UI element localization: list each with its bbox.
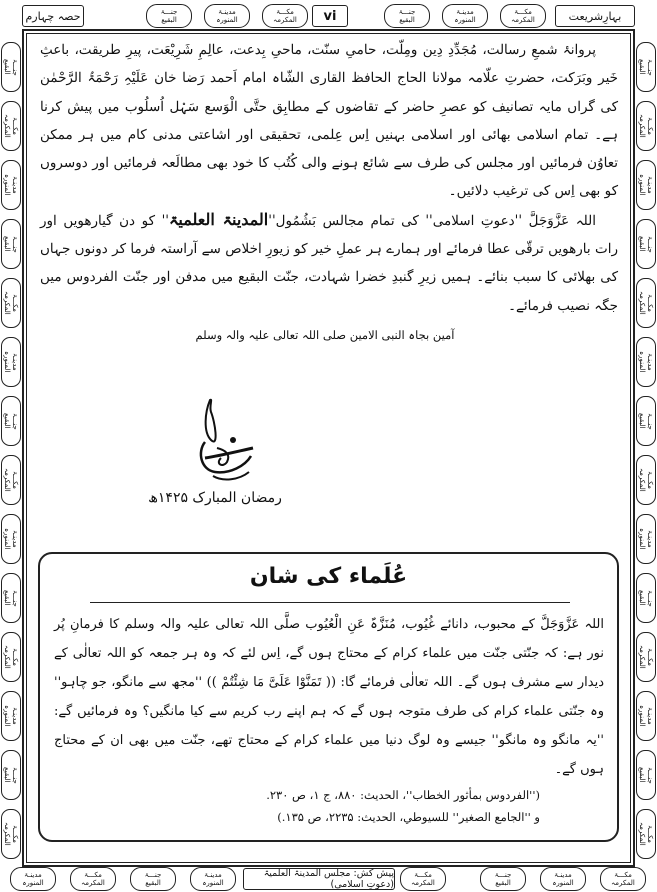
ornament-label: المکرمہ [638, 114, 646, 138]
ornament-label: جنـــۃ [11, 58, 19, 76]
ornament-label: جنـــۃ [144, 871, 162, 879]
ornament-label: البقیع [3, 590, 11, 606]
side-ornament-plate [1, 101, 21, 151]
ornament-label: المکرمہ [638, 822, 646, 846]
ornament-label: المنورہ [202, 879, 224, 887]
volume-label: حصہ چہارم [22, 5, 84, 27]
ornament-label: المکرمہ [638, 291, 646, 315]
ornament-label: مدینـۃ [456, 8, 474, 16]
ornament-label: جنـــۃ [11, 412, 19, 430]
side-ornament-plate [1, 455, 21, 505]
ornament-label: جنـــۃ [646, 589, 654, 607]
side-ornament-plate [1, 160, 21, 210]
side-ornament-plate [1, 809, 21, 859]
ornament-label: المکرمہ [3, 822, 11, 846]
ornament-label: مدینـۃ [11, 353, 19, 371]
side-ornament-plate [636, 160, 656, 210]
ornament-label: المکرمہ [3, 114, 11, 138]
ornament-label: المنورہ [454, 16, 476, 24]
side-ornament-plate [1, 573, 21, 623]
publisher-label: پیش کش: مجلس المدینۃ العلمیۃ (دعوتِ اسلامی) [243, 868, 395, 890]
ornament-label: مدینـۃ [646, 176, 654, 194]
ornament-label: المنورہ [3, 174, 11, 196]
side-ornament-plate [636, 809, 656, 859]
ornament-label: جنـــۃ [398, 8, 416, 16]
footer-ornament-plate [10, 867, 56, 891]
side-ornament-plate [1, 632, 21, 682]
dua-text-end: '' کو دن گیارھویں اور رات بارھویں ترقّی عطا فرمائے اور ہمارے ہر عملِ خیر کو زیورِ اخلاص سے آراستہ فرما کر دونوں جہاں کی بھلائی کا سبب بنائے۔ ہمیں زیرِ گنبدِ خضرا شہادت، جنّت البقیع میں مدفن اور جنّت الفردوس میں جگہ نصیب فرمائے۔ [40, 212, 618, 314]
ornament-label: مکـــۃ [514, 8, 532, 16]
ornament-label: البقیع [3, 59, 11, 75]
signature-image [175, 392, 265, 492]
dua-text-start: اللہ عَزَّوَجَلَّ ''دعوتِ اسلامی'' کی تمام مجالس بَشُمُول'' [268, 212, 597, 229]
ornament-label: المکرمہ [638, 468, 646, 492]
footer-ornament-plate [600, 867, 646, 891]
ornament-label: المنورہ [3, 705, 11, 727]
side-ornament-plate [1, 691, 21, 741]
ornament-label: البقیع [638, 590, 646, 606]
ornament-label: مکـــۃ [11, 648, 19, 666]
ornament-label: مکـــۃ [646, 648, 654, 666]
references [200, 784, 540, 828]
header-ornament-plate [204, 4, 250, 28]
side-ornament-plate [1, 42, 21, 92]
ornament-label: جنـــۃ [646, 766, 654, 784]
title-divider [90, 602, 570, 603]
ornament-label: مدینـۃ [204, 871, 222, 879]
ornament-label: مدینـۃ [11, 530, 19, 548]
side-ornament-plate [636, 750, 656, 800]
ornament-label: مدینـۃ [646, 530, 654, 548]
side-ornament-plate [636, 219, 656, 269]
ornament-label: المکرمہ [273, 16, 297, 24]
ornament-label: مکـــۃ [646, 294, 654, 312]
side-ornament-plate [636, 396, 656, 446]
side-ornament-plate [636, 42, 656, 92]
ornament-label: مدینـۃ [24, 871, 42, 879]
ornament-label: مدینـۃ [218, 8, 236, 16]
ornament-label: المنورہ [22, 879, 44, 887]
header-ornament-plate [500, 4, 546, 28]
ornament-label: المنورہ [638, 351, 646, 373]
ornament-label: المکرمہ [411, 879, 435, 887]
footer-ornament-plate [130, 867, 176, 891]
ornament-label: المنورہ [216, 16, 238, 24]
ornament-label: المنورہ [638, 705, 646, 727]
ornament-label: المنورہ [638, 528, 646, 550]
ornament-label: مدینـۃ [646, 353, 654, 371]
ornament-label: المنورہ [3, 528, 11, 550]
ornament-label: جنـــۃ [646, 235, 654, 253]
side-ornament-plate [1, 219, 21, 269]
ornament-label: المنورہ [3, 351, 11, 373]
box-title: عُلَماء کی شان [249, 564, 408, 589]
side-ornament-plate [636, 278, 656, 328]
footer-ornament-plate [70, 867, 116, 891]
ornament-label: المکرمہ [3, 468, 11, 492]
footer-ornament-plate [540, 867, 586, 891]
header-ornament-plate [442, 4, 488, 28]
side-ornament-plate [1, 396, 21, 446]
ornament-label: مکـــۃ [11, 471, 19, 489]
ornament-label: مکـــۃ [84, 871, 102, 879]
ornament-label: البقیع [3, 236, 11, 252]
ornament-label: المنورہ [638, 174, 646, 196]
ornament-label: البقیع [145, 879, 161, 887]
ornament-label: المکرمہ [638, 645, 646, 669]
ornament-label: البقیع [161, 16, 177, 24]
signature-date: رمضان المبارک ۱۴۲۵ھ [148, 490, 282, 506]
ornament-label: مدینـۃ [646, 707, 654, 725]
ornament-label: جنـــۃ [646, 412, 654, 430]
reference-1: (''الفردوس بمأثور الخطاب''، الحدیث: ۸۸۰، ج ۱، ص ۲۳۰. [266, 788, 540, 802]
ornament-label: المنورہ [552, 879, 574, 887]
ornament-label: جنـــۃ [11, 235, 19, 253]
footer-ornament-plate [480, 867, 526, 891]
ornament-label: المکرمہ [3, 645, 11, 669]
ornament-label: البقیع [399, 16, 415, 24]
main-text [40, 36, 618, 320]
ornament-label: مکـــۃ [614, 871, 632, 879]
footer-ornament-plate [400, 867, 446, 891]
side-ornament-plate [636, 632, 656, 682]
header-ornament-plate [146, 4, 192, 28]
ornament-label: البقیع [3, 413, 11, 429]
ornament-label: مدینـۃ [554, 871, 572, 879]
ornament-label: مکـــۃ [646, 117, 654, 135]
ornament-label: البقیع [638, 236, 646, 252]
ameen-line: آمین بجاہ النبی الامین صلی اللہ تعالی علیہ والہ وسلم [195, 328, 455, 342]
ornament-label: جنـــۃ [494, 871, 512, 879]
box-body [54, 610, 604, 784]
reference-2: و ''الجامع الصغیر'' للسیوطي، الحدیث: ۲۲۳۵، ص ۱۳۵.) [277, 810, 540, 824]
page-number: vi [312, 5, 348, 27]
ornament-label: المکرمہ [3, 291, 11, 315]
side-ornament-plate [636, 101, 656, 151]
ornament-label: مدینـۃ [11, 176, 19, 194]
side-ornament-plate [1, 514, 21, 564]
ornament-label: مکـــۃ [11, 294, 19, 312]
ornament-label: مکـــۃ [11, 117, 19, 135]
ornament-label: مدینـۃ [11, 707, 19, 725]
side-ornament-plate [636, 691, 656, 741]
page-header [0, 2, 657, 28]
ornament-label: البقیع [495, 879, 511, 887]
book-title: بہارِشریعت [555, 5, 635, 27]
side-ornament-plate [636, 514, 656, 564]
right-border-ornaments [635, 30, 657, 870]
ornament-label: جنـــۃ [11, 766, 19, 784]
ornament-label: مکـــۃ [646, 471, 654, 489]
left-border-ornaments [0, 30, 22, 870]
hadith-paragraph: اللہ عَزَّوَجَلَّ کے محبوب، دانائے غُیُوب، مُنَزَّہٌ عَنِ الْعُیُوب صلَّی اللہ تعالی علیہ والہ وسلم کا فرمانِ پُر نور ہے: کہ جنّتی جنّت میں علماء کرام کے محتاج ہوں گے، اِس لئے کہ وہ ہر جمعہ کو اللہ تعالٰی کے دیدار سے مشرف ہوں گے۔ اللہ تعالٰی فرمائے گا: (( تَمَنَّوْا عَلَیَّ مَا شِئْتُمْ )) ''مجھ سے مانگو، جو چاہو'' وہ جنّتی علماء کرام کی طرف متوجہ ہوں گے کہ ہم اپنے رب کریم سے کیا مانگیں؟ وہ فرمائیں گے: ''یہ مانگو وہ مانگو'' جیسے وہ لوگ دنیا میں علماء کرام کے محتاج تھے، جنّت میں بھی ان کے محتاج ہوں گے۔ [54, 617, 604, 777]
ornament-label: المکرمہ [511, 16, 535, 24]
ornament-label: جنـــۃ [646, 58, 654, 76]
side-ornament-plate [1, 750, 21, 800]
intro-paragraph: پروانۂ شمعِ رسالت، مُجَدِّدِ دِین ومِلّت، حامیِ سنّت، ماحیِ بِدعت، عالِمِ شَرِیْعَت، پیرِ طریقت، باعثِ خَیر وبَرَکت، حضرتِ علّامہ مولانا الحاج الحافظ القاری الشّاہ امام اَحمد رَضا خان عَلَیْہِ رَحْمَۃُ الرَّحْمٰن کی گراں مایہ تصانیف کو عصرِ حاضر کے تقاضوں کے مطابِق حتَّی الْوَسع سَہْل اُسلُوب میں پیش کرنا ہے۔ تمام اسلامی بھائی اور اسلامی بہنیں اِس عِلمی، تحقیقی اور اشاعتی مدنی کام میں ہر ممکن تعاوُن فرمائیں اور مجلس کی طرف سے شائع ہونے والی کُتُب کا خود بھی مطالَعہ فرمائیں اور دوسروں کو بھی اِس کی ترغیب دلائیں۔ [40, 42, 618, 200]
side-ornament-plate [636, 573, 656, 623]
footer-ornament-plate [190, 867, 236, 891]
ornament-label: مکـــۃ [646, 825, 654, 843]
ornament-label: البقیع [3, 767, 11, 783]
ornament-label: مکـــۃ [11, 825, 19, 843]
ornament-label: جنـــۃ [160, 8, 178, 16]
dua-paragraph [40, 206, 618, 320]
side-ornament-plate [636, 337, 656, 387]
side-ornament-plate [1, 278, 21, 328]
ornament-label: مکـــۃ [276, 8, 294, 16]
organization-name: المدینۃ العلمیۃ [169, 209, 269, 229]
side-ornament-plate [1, 337, 21, 387]
ornament-label: البقیع [638, 413, 646, 429]
ornament-label: المکرمہ [611, 879, 635, 887]
ornament-label: البقیع [638, 59, 646, 75]
ornament-label: جنـــۃ [11, 589, 19, 607]
ornament-label: مکـــۃ [414, 871, 432, 879]
header-ornament-plate [384, 4, 430, 28]
ornament-label: البقیع [638, 767, 646, 783]
ornament-label: المکرمہ [81, 879, 105, 887]
side-ornament-plate [636, 455, 656, 505]
header-ornament-plate [262, 4, 308, 28]
